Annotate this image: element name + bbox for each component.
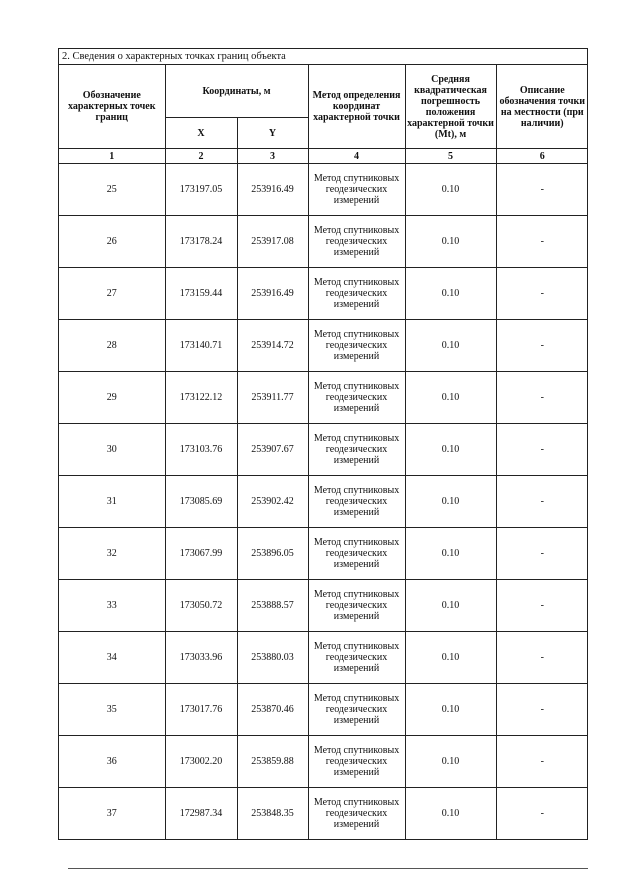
table-row: [59, 528, 588, 580]
error-cell: 0.10: [405, 424, 496, 476]
footer-divider: [68, 868, 588, 869]
coord-x: 173103.76: [165, 424, 237, 476]
coord-x: 173050.72: [165, 580, 237, 632]
coord-y: 253870.46: [237, 684, 308, 736]
coord-y: 253911.77: [237, 372, 308, 424]
description-cell: -: [496, 268, 588, 320]
point-id: 26: [59, 216, 165, 268]
point-id: 31: [59, 476, 165, 528]
coord-x: 173140.71: [165, 320, 237, 372]
method-cell: Метод спутниковых геодезических измерений: [308, 788, 405, 840]
table-row: [59, 216, 588, 268]
coord-x: 173067.99: [165, 528, 237, 580]
coord-x: 173002.20: [165, 736, 237, 788]
method-cell: Метод спутниковых геодезических измерений: [308, 268, 405, 320]
point-id: 30: [59, 424, 165, 476]
error-cell: 0.10: [405, 216, 496, 268]
method-cell: Метод спутниковых геодезических измерений: [308, 736, 405, 788]
error-cell: 0.10: [405, 684, 496, 736]
column-number: 1: [59, 149, 165, 164]
error-cell: 0.10: [405, 476, 496, 528]
header-coordinates: Координаты, м: [165, 65, 308, 118]
point-id: 35: [59, 684, 165, 736]
point-id: 37: [59, 788, 165, 840]
description-cell: -: [496, 788, 588, 840]
description-cell: -: [496, 164, 588, 216]
point-id: 33: [59, 580, 165, 632]
description-cell: -: [496, 632, 588, 684]
boundary-points-table: [59, 65, 588, 839]
coord-x: 173017.76: [165, 684, 237, 736]
document-sheet: [58, 48, 588, 840]
coord-y: 253848.35: [237, 788, 308, 840]
description-cell: -: [496, 580, 588, 632]
table-row: [59, 476, 588, 528]
table-row: [59, 736, 588, 788]
point-id: 28: [59, 320, 165, 372]
point-id: 32: [59, 528, 165, 580]
error-cell: 0.10: [405, 736, 496, 788]
coord-y: 253907.67: [237, 424, 308, 476]
header-method: Метод определения координат характерной точки: [308, 65, 405, 149]
column-number: 6: [496, 149, 588, 164]
method-cell: Метод спутниковых геодезических измерений: [308, 320, 405, 372]
header-x: X: [165, 118, 237, 149]
description-cell: -: [496, 476, 588, 528]
point-id: 29: [59, 372, 165, 424]
header-error: Средняя квадратическая погрешность положения характерной точки (Mt), м: [405, 65, 496, 149]
coord-y: 253896.05: [237, 528, 308, 580]
column-number: 3: [237, 149, 308, 164]
description-cell: -: [496, 216, 588, 268]
table-row: [59, 320, 588, 372]
coord-y: 253916.49: [237, 268, 308, 320]
error-cell: 0.10: [405, 528, 496, 580]
column-number: 2: [165, 149, 237, 164]
description-cell: -: [496, 424, 588, 476]
header-point: Обозначение характерных точек границ: [59, 65, 165, 149]
table-row: [59, 424, 588, 476]
column-number: 4: [308, 149, 405, 164]
method-cell: Метод спутниковых геодезических измерений: [308, 632, 405, 684]
error-cell: 0.10: [405, 372, 496, 424]
description-cell: -: [496, 736, 588, 788]
description-cell: -: [496, 320, 588, 372]
table-row: [59, 580, 588, 632]
method-cell: Метод спутниковых геодезических измерений: [308, 684, 405, 736]
table-row: [59, 372, 588, 424]
section-title: 2. Сведения о характерных точках границ объекта: [59, 49, 587, 65]
error-cell: 0.10: [405, 164, 496, 216]
table-row: [59, 268, 588, 320]
header-description: Описание обозначения точки на местности (при наличии): [496, 65, 588, 149]
table-row: [59, 632, 588, 684]
table-row: [59, 164, 588, 216]
error-cell: 0.10: [405, 632, 496, 684]
description-cell: -: [496, 372, 588, 424]
coord-x: 173033.96: [165, 632, 237, 684]
point-id: 27: [59, 268, 165, 320]
error-cell: 0.10: [405, 268, 496, 320]
description-cell: -: [496, 684, 588, 736]
coord-x: 173085.69: [165, 476, 237, 528]
coord-y: 253914.72: [237, 320, 308, 372]
method-cell: Метод спутниковых геодезических измерений: [308, 580, 405, 632]
method-cell: Метод спутниковых геодезических измерений: [308, 528, 405, 580]
error-cell: 0.10: [405, 580, 496, 632]
point-id: 34: [59, 632, 165, 684]
coord-y: 253859.88: [237, 736, 308, 788]
point-id: 25: [59, 164, 165, 216]
table-row: [59, 788, 588, 840]
coord-y: 253880.03: [237, 632, 308, 684]
coord-y: 253917.08: [237, 216, 308, 268]
method-cell: Метод спутниковых геодезических измерений: [308, 216, 405, 268]
coord-x: 173197.05: [165, 164, 237, 216]
coord-x: 173178.24: [165, 216, 237, 268]
point-id: 36: [59, 736, 165, 788]
coord-x: 172987.34: [165, 788, 237, 840]
coord-y: 253916.49: [237, 164, 308, 216]
coord-x: 173159.44: [165, 268, 237, 320]
table-row: [59, 684, 588, 736]
coord-y: 253902.42: [237, 476, 308, 528]
error-cell: 0.10: [405, 320, 496, 372]
method-cell: Метод спутниковых геодезических измерений: [308, 164, 405, 216]
description-cell: -: [496, 528, 588, 580]
coord-x: 173122.12: [165, 372, 237, 424]
method-cell: Метод спутниковых геодезических измерений: [308, 476, 405, 528]
method-cell: Метод спутниковых геодезических измерений: [308, 372, 405, 424]
method-cell: Метод спутниковых геодезических измерений: [308, 424, 405, 476]
coord-y: 253888.57: [237, 580, 308, 632]
header-y: Y: [237, 118, 308, 149]
error-cell: 0.10: [405, 788, 496, 840]
column-number: 5: [405, 149, 496, 164]
